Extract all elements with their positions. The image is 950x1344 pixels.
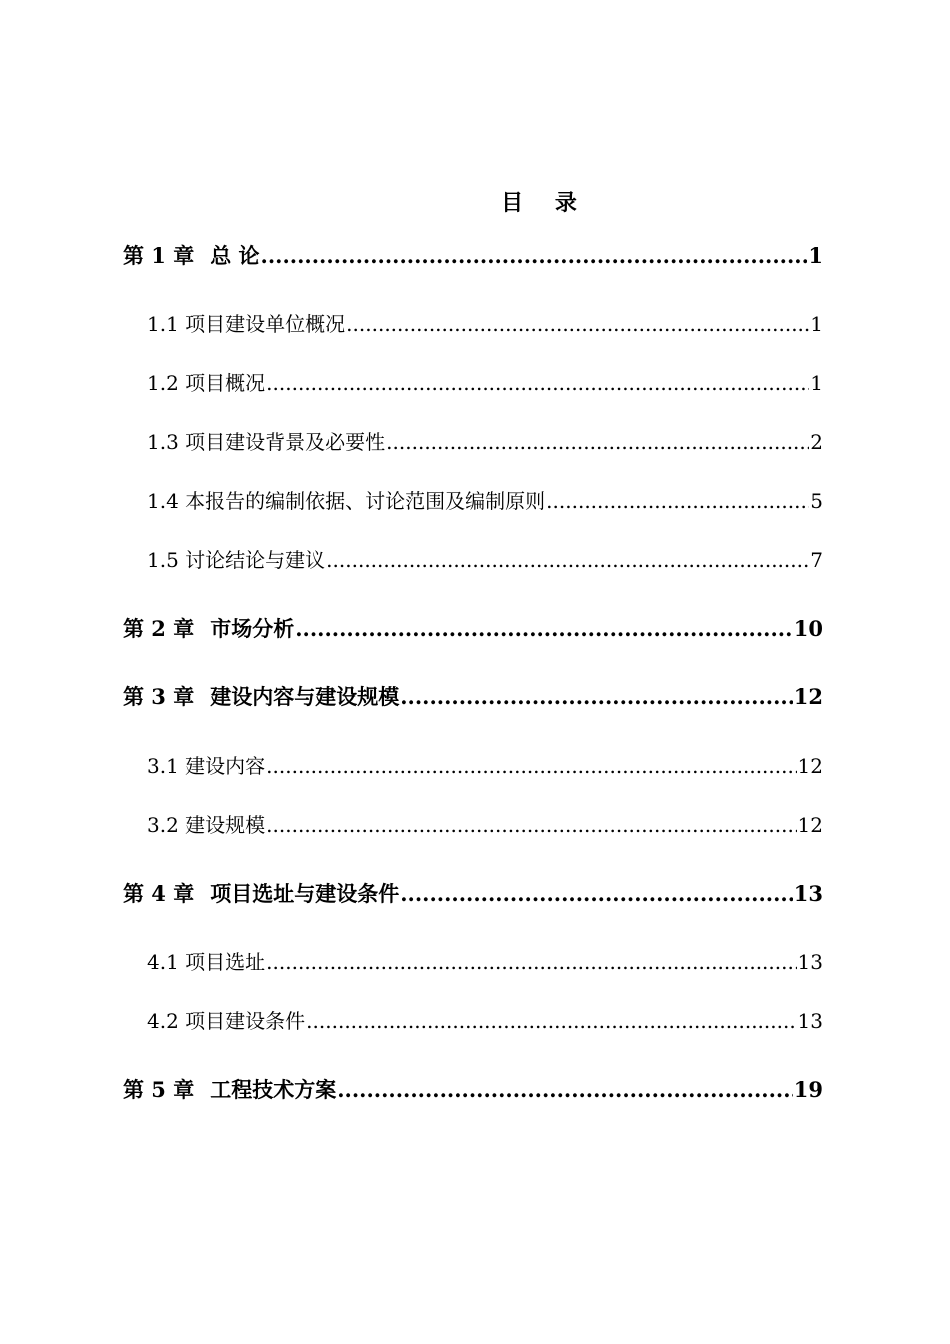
toc-leader-dots xyxy=(326,545,809,575)
toc-title: 目 录 xyxy=(501,190,589,216)
toc-entry-page: 13 xyxy=(797,950,823,974)
toc-entry-title: 项目选址 xyxy=(185,950,266,974)
toc-leader-dots xyxy=(346,309,809,339)
toc-entry-title: 项目建设条件 xyxy=(185,1009,306,1033)
toc-entry-page: 7 xyxy=(810,548,823,572)
toc-entry-number: 1.5 xyxy=(147,548,179,572)
toc-entry-title: 项目建设背景及必要性 xyxy=(185,430,386,454)
toc-entry-page: 1 xyxy=(808,243,823,268)
toc-entry-title: 项目概况 xyxy=(185,371,266,395)
toc-entry-number: 3.2 xyxy=(147,813,179,837)
toc-entry[interactable] xyxy=(147,947,823,977)
toc-entry-page: 2 xyxy=(810,430,823,454)
toc-entry-title: 本报告的编制依据、讨论范围及编制原则 xyxy=(185,489,546,513)
toc-entry-title: 项目选址与建设条件 xyxy=(210,881,400,906)
toc-entry-title: 建设内容与建设规模 xyxy=(210,684,400,709)
toc-entry[interactable] xyxy=(123,1075,823,1105)
toc-entry[interactable] xyxy=(123,682,823,712)
toc-entry-title: 建设内容 xyxy=(185,754,266,778)
toc-entry-page: 13 xyxy=(797,1009,823,1033)
toc-entry-title: 项目建设单位概况 xyxy=(185,312,346,336)
toc-entry-page: 5 xyxy=(810,489,823,513)
toc-leader-dots xyxy=(295,614,793,644)
toc-leader-dots xyxy=(261,241,808,271)
toc-entry-number: 4.1 xyxy=(147,950,179,974)
toc-entry-number: 第 4 章 xyxy=(123,881,195,906)
toc-entry[interactable] xyxy=(147,368,823,398)
toc-entry[interactable] xyxy=(147,486,823,516)
toc-entry[interactable] xyxy=(147,309,823,339)
toc-entry-title: 建设规模 xyxy=(185,813,266,837)
toc-leader-dots xyxy=(400,682,793,712)
toc-entry[interactable] xyxy=(147,751,823,781)
toc-entry-number: 第 2 章 xyxy=(123,616,195,641)
toc-leader-dots xyxy=(546,486,809,516)
toc-entry-number: 第 3 章 xyxy=(123,684,195,709)
toc-entry-number: 1.3 xyxy=(147,430,179,454)
toc-entry[interactable] xyxy=(147,545,823,575)
toc-entry-page: 12 xyxy=(793,684,823,709)
toc-leader-dots xyxy=(266,368,809,398)
toc-entry[interactable] xyxy=(123,614,823,644)
toc-leader-dots xyxy=(337,1075,793,1105)
toc-entry[interactable] xyxy=(123,241,823,271)
toc-entry-page: 12 xyxy=(797,813,823,837)
toc-entry-number: 3.1 xyxy=(147,754,179,778)
toc-entry[interactable] xyxy=(147,810,823,840)
toc-entry-title: 讨论结论与建议 xyxy=(185,548,326,572)
toc-leader-dots xyxy=(400,879,793,909)
toc-entry-page: 12 xyxy=(797,754,823,778)
toc-entry-number: 1.1 xyxy=(147,312,179,336)
toc-entry-number: 1.2 xyxy=(147,371,179,395)
toc-entry-title: 总 论 xyxy=(210,243,260,268)
toc-entry-number: 1.4 xyxy=(147,489,179,513)
toc-leader-dots xyxy=(266,751,796,781)
toc-leader-dots xyxy=(266,810,796,840)
toc-leader-dots xyxy=(306,1006,796,1036)
toc-leader-dots xyxy=(266,947,796,977)
toc-entry[interactable] xyxy=(123,879,823,909)
toc-entry[interactable] xyxy=(147,427,823,457)
toc-leader-dots xyxy=(386,427,809,457)
toc-entry[interactable] xyxy=(147,1006,823,1036)
toc-entry-page: 13 xyxy=(793,881,823,906)
toc-entry-number: 第 1 章 xyxy=(123,243,195,268)
toc-entry-page: 1 xyxy=(810,371,823,395)
toc-entry-page: 19 xyxy=(793,1077,823,1102)
toc-entry-number: 第 5 章 xyxy=(123,1077,195,1102)
toc-entry-page: 10 xyxy=(793,616,823,641)
toc-entry-title: 市场分析 xyxy=(210,616,295,641)
toc-entry-page: 1 xyxy=(810,312,823,336)
toc-entry-number: 4.2 xyxy=(147,1009,179,1033)
toc-entry-title: 工程技术方案 xyxy=(210,1077,337,1102)
